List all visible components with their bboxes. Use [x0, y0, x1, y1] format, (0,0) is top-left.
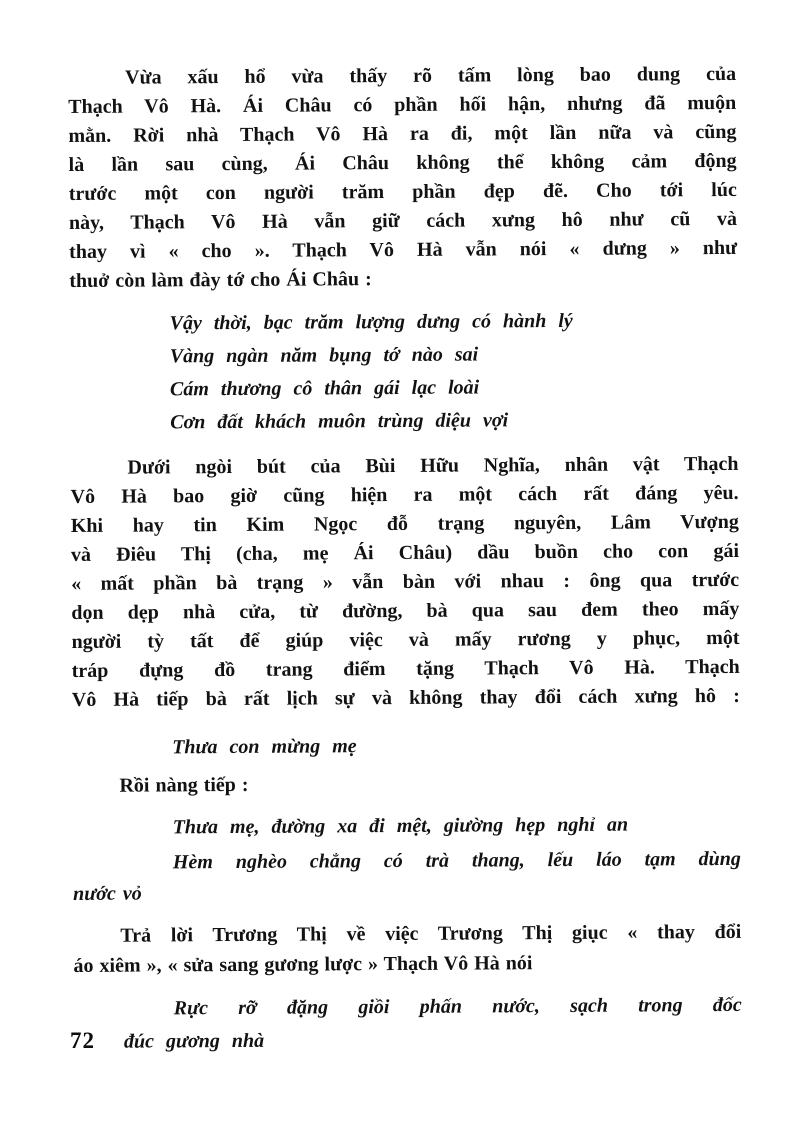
verse-block-1: [169, 304, 738, 439]
text-line: là lần sau cùng, Ái Châu không thể không cảm động: [68, 149, 737, 176]
verse-line: Cám thương cô thân gái lạc loài: [169, 376, 480, 401]
text-line: Vừa xấu hổ vừa thấy rõ tấm lòng bao dung của: [125, 62, 737, 89]
text-line: này, Thạch Vô Hà vẫn giữ cách xưng hô như cũ và: [68, 207, 738, 234]
text-line: áo xiêm », « sửa sang gương lược » Thạch Vô Hà nói: [73, 952, 533, 977]
verse-line: Vàng ngàn năm bụng tớ nào sai: [169, 343, 479, 368]
verse-line: Cơn đất khách muôn trùng diệu vợi: [170, 409, 509, 434]
text-line: Trả lời Trương Thị về việc Trương Thị giục « thay đổi: [120, 920, 742, 947]
verse-line: đúc gương nhà: [123, 1029, 265, 1053]
text-line: thay vì « cho ». Thạch Vô Hà vẫn nói « dưng » như: [69, 236, 738, 263]
text-line: Vô Hà bao giờ cũng hiện ra một cách rất đáng yêu.: [70, 481, 739, 508]
quote-line: Thưa con mừng mẹ: [172, 735, 357, 759]
paragraph-3: [73, 917, 741, 981]
paragraph-1: [68, 60, 737, 296]
text-block: [68, 60, 742, 1058]
verse-line: Rực rỡ đặng giồi phấn nước, sạch trong đốc: [173, 993, 742, 1020]
text-line: Dưới ngòi bút của Bùi Hữu Nghĩa, nhân vật Thạch: [127, 452, 739, 479]
text-line: người tỳ tất để giúp việc và mấy rương y phục, một: [71, 626, 740, 653]
text-line: Khi hay tin Kim Ngọc đỗ trạng nguyên, Lâm Vượng: [70, 510, 739, 537]
quote-line: nước vỏ: [73, 882, 142, 905]
text-line: Thạch Vô Hà. Ái Châu có phần hối hận, nhưng đã muộn: [68, 91, 737, 118]
page-number: 72: [70, 1028, 95, 1053]
quote-line: Thưa mẹ, đường xa đi mệt, giường hẹp nghỉ an: [172, 813, 629, 839]
text-line: tráp đựng đồ trang điểm tặng Thạch Vô Hà. Thạch: [71, 655, 740, 682]
paragraph-2: [70, 450, 740, 715]
text-line: Vô Hà tiếp bà rất lịch sự và không thay đổi cách xưng hô :: [71, 684, 740, 711]
verse-line: Vậy thời, bạc trăm lượng dưng có hành lý: [169, 309, 573, 335]
text-line: thuở còn làm đày tớ cho Ái Châu :: [69, 268, 372, 292]
text-line: mằn. Rời nhà Thạch Vô Hà ra đi, một lần nữa và cũng: [68, 120, 737, 147]
narration-line: Rồi nàng tiếp :: [119, 773, 249, 797]
text-line: dọn dẹp nhà cửa, từ đường, bà qua sau đem theo mấy: [71, 597, 740, 624]
quote-line: Hèm nghèo chẳng có trà thang, lếu láo tạm dùng: [172, 847, 741, 874]
text-line: trước một con người trăm phần đẹp đẽ. Cho tới lúc: [68, 178, 737, 205]
text-line: và Điêu Thị (cha, mẹ Ái Châu) dầu buồn cho con gái: [70, 539, 740, 566]
text-line: « mất phần bà trạng » vẫn bàn với nhau : ông qua trước: [71, 568, 740, 595]
